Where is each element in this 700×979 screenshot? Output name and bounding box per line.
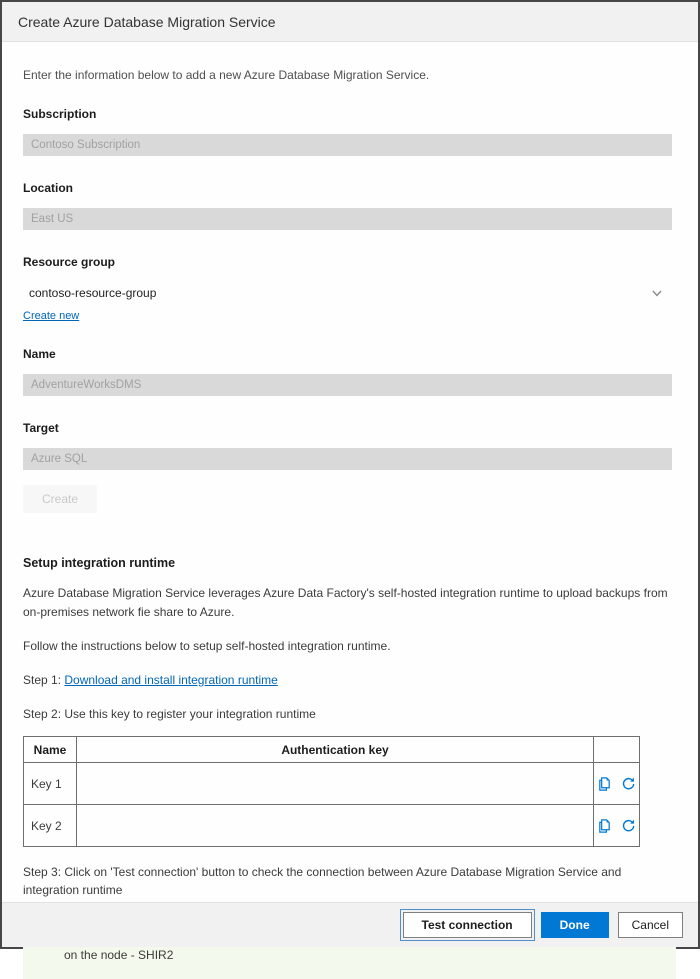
step1-prefix: Step 1: (23, 673, 65, 688)
setup-runtime-heading: Setup integration runtime (23, 556, 176, 570)
name-column-header: Name (24, 737, 77, 763)
create-button: Create (23, 485, 97, 513)
dialog-title: Create Azure Database Migration Service (18, 13, 276, 30)
auth-key-column-header: Authentication key (77, 737, 594, 763)
copy-icon[interactable] (597, 818, 612, 834)
refresh-icon[interactable] (621, 776, 636, 792)
name-label: Name (23, 347, 56, 361)
chevron-down-icon (650, 286, 664, 300)
subscription-label: Subscription (23, 107, 97, 121)
key2-value-cell (77, 805, 594, 847)
dialog-body (2, 68, 698, 979)
location-field (23, 208, 672, 230)
resource-group-select[interactable] (23, 282, 672, 304)
cancel-button[interactable]: Cancel (618, 912, 683, 938)
key1-name-cell: Key 1 (24, 763, 77, 805)
done-button[interactable]: Done (541, 912, 609, 938)
resource-group-value: contoso-resource-group (29, 286, 157, 300)
target-field (23, 448, 672, 470)
table-row (24, 805, 640, 847)
table-header-row (24, 737, 640, 763)
test-connection-button[interactable]: Test connection (403, 912, 532, 938)
create-new-link[interactable]: Create new (23, 310, 80, 322)
table-row (24, 763, 640, 805)
auth-keys-table (23, 736, 640, 847)
key1-actions-cell (594, 763, 640, 805)
location-label: Location (23, 181, 73, 195)
step2-line: Step 2: Use this key to register your integration runtime (23, 707, 316, 722)
intro-text: Enter the information below to add a new Azure Database Migration Service. (23, 68, 430, 82)
resource-group-label: Resource group (23, 255, 116, 269)
refresh-icon[interactable] (621, 818, 636, 834)
connection-status-message: on the node - SHIR2 (64, 947, 174, 962)
step3-line: Step 3: Click on 'Test connection' button to check the connection between Azure Database Migration Service and integration runtime (23, 865, 622, 898)
step1-line (23, 671, 672, 689)
actions-column-header (594, 737, 640, 763)
key2-name-cell: Key 2 (24, 805, 77, 847)
runtime-instructions: Follow the instructions below to setup self-hosted integration runtime. (23, 639, 391, 654)
dialog-footer (2, 902, 698, 947)
dialog-header (2, 2, 698, 42)
copy-icon[interactable] (597, 776, 612, 792)
key1-value-cell (77, 763, 594, 805)
subscription-field (23, 134, 672, 156)
name-field (23, 374, 672, 396)
runtime-description: Azure Database Migration Service leverages Azure Data Factory's self-hosted integration runtime to upload backups from on-premises network fie share to Azure. (23, 586, 668, 619)
download-runtime-link[interactable]: Download and install integration runtime (64, 673, 278, 688)
key2-actions-cell (594, 805, 640, 847)
target-label: Target (23, 421, 59, 435)
